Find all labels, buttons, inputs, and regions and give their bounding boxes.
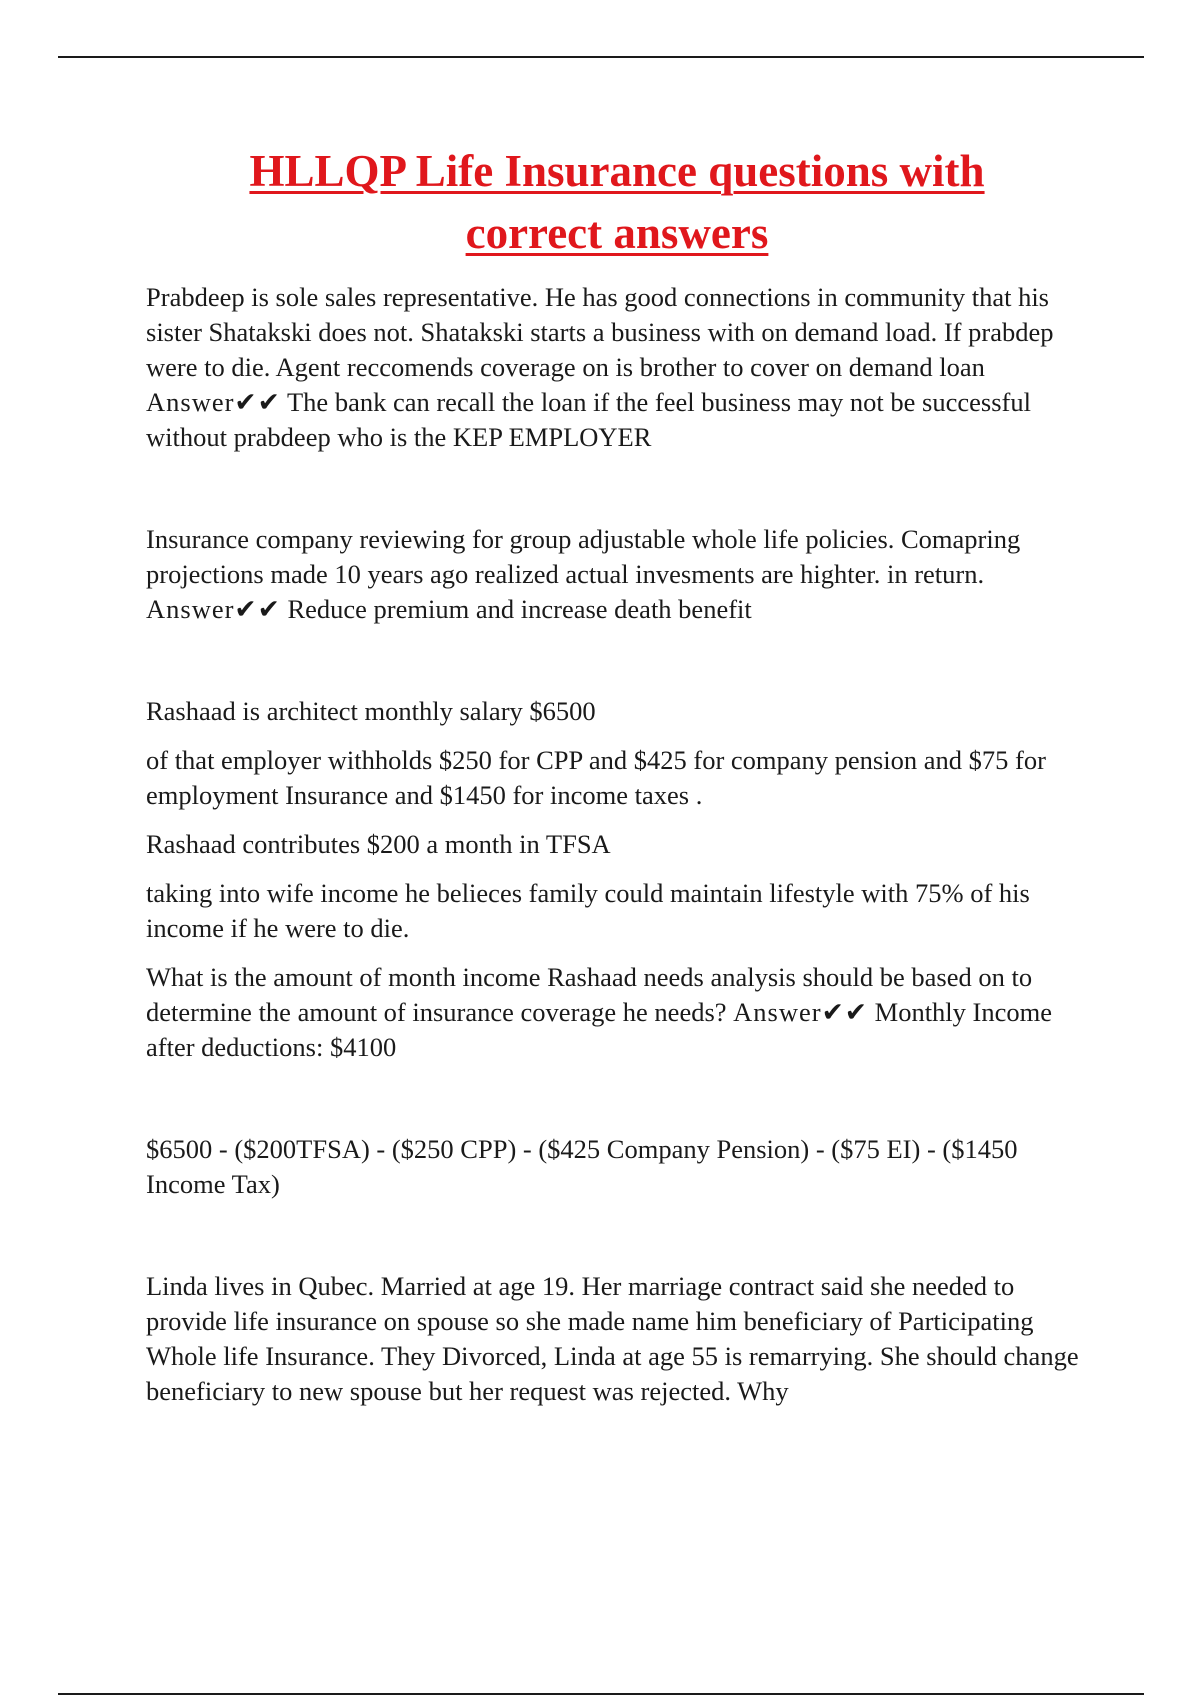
title-line-2: correct answers <box>465 208 769 258</box>
answer-marker: Answer✔✔ <box>733 997 868 1027</box>
title-line-1: HLLQP Life Insurance questions with <box>249 146 985 196</box>
q3-question: What is the amount of month income Rashaad needs analysis should be based on to determine the amount of insurance coverage he needs? <box>146 962 1033 1027</box>
q1-paragraph <box>146 280 1096 455</box>
bottom-rule <box>58 1693 1144 1695</box>
q3-question-paragraph <box>146 960 1096 1065</box>
q4-question: Linda lives in Qubec. Married at age 19. Her marriage contract said she needed to provide life insurance on spouse so she made name him beneficiary of Participating Whole life Insurance. They Divorced, Linda at age 55 is remarrying. She should change beneficiary to new spouse but her request was rejected. Why <box>146 1271 1079 1406</box>
q3-line-4: taking into wife income he belieces family could maintain lifestyle with 75% of his income if he were to die. <box>146 878 1030 943</box>
q2-question: Insurance company reviewing for group adjustable whole life policies. Comapring projections made 10 years ago realized actual invesments are highter. in return. <box>146 524 1021 589</box>
q3-answer: Monthly Income after deductions: $4100 <box>146 997 1052 1062</box>
page-title <box>150 140 1084 264</box>
q1-answer: The bank can recall the loan if the feel business may not be successful without prabdeep who is the KEP EMPLOYER <box>146 387 1031 452</box>
q2-answer: Reduce premium and increase death benefit <box>287 594 752 624</box>
q3-line-1: Rashaad is architect monthly salary $6500 <box>146 696 596 726</box>
q1-question: Prabdeep is sole sales representative. He has good connections in community that his sister Shatakski does not. Shatakski starts a business with on demand load. If prabdep were to die. Agent reccomends coverage on is brother to cover on demand loan <box>146 282 1054 382</box>
q2-paragraph <box>146 522 1096 627</box>
document-body <box>146 280 1096 1409</box>
q3-line-3: Rashaad contributes $200 a month in TFSA <box>146 829 611 859</box>
q3-calculation: $6500 - ($200TFSA) - ($250 CPP) - ($425 Company Pension) - ($75 EI) - ($1450 Income Tax) <box>146 1134 1018 1199</box>
q3-line-2: of that employer withholds $250 for CPP and $425 for company pension and $75 for employment Insurance and $1450 for income taxes . <box>146 745 1046 810</box>
top-rule <box>58 56 1144 58</box>
answer-marker: Answer✔✔ <box>146 387 281 417</box>
answer-marker: Answer✔✔ <box>146 594 281 624</box>
